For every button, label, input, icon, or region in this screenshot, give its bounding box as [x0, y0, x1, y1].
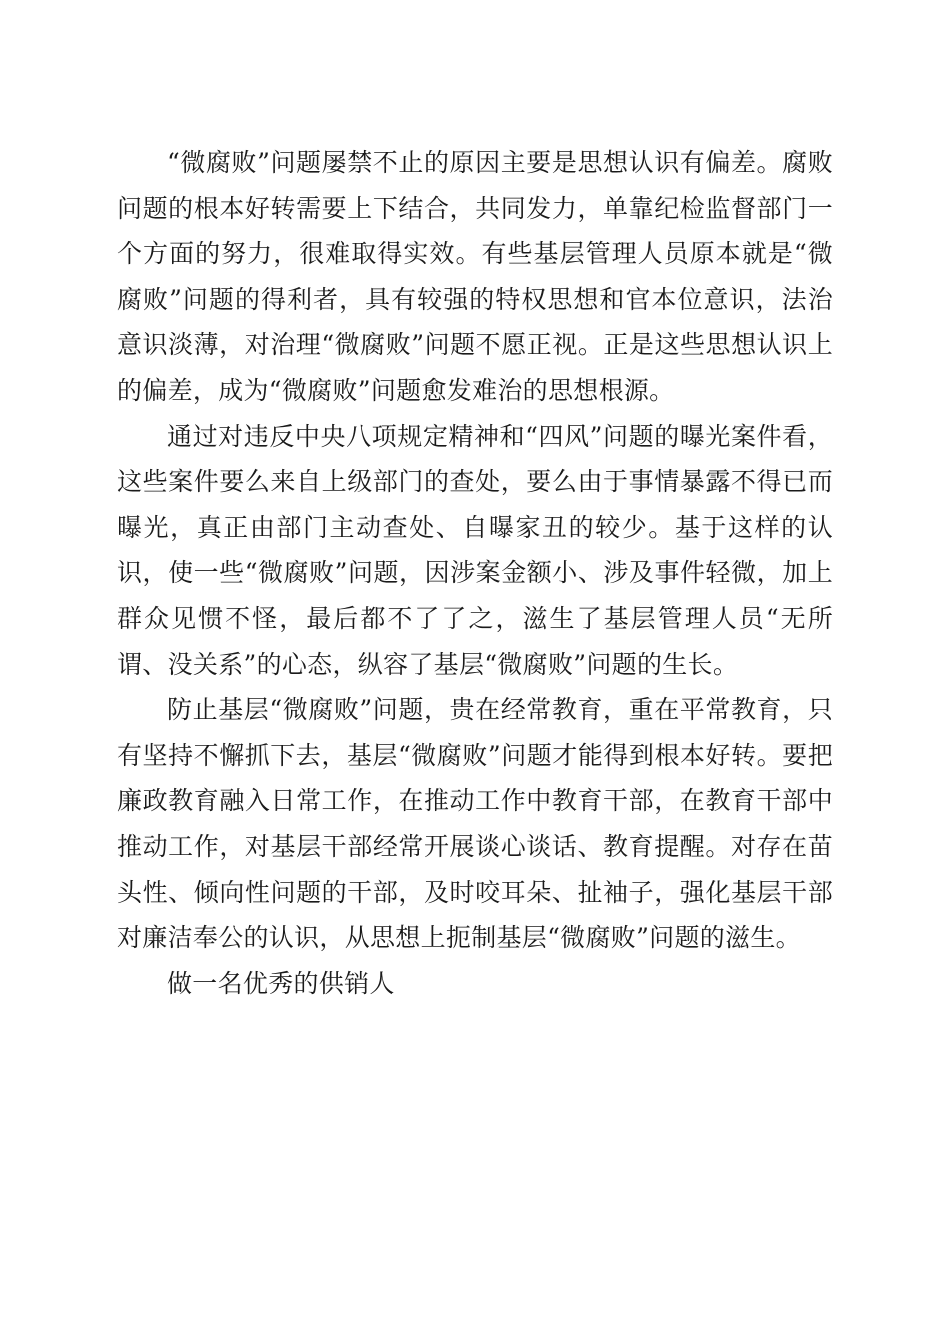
paragraph-2: 通过对违反中央八项规定精神和“四风”问题的曝光案件看，这些案件要么来自上级部门的查处，要么由于事情暴露不得已而曝光，真正由部门主动查处、自曝家丑的较少。基于这样的认识，使一些“微腐败”问题，因涉案金额小、涉及事件轻微，加上群众见惯不怪，最后都不了了之，滋生了基层管理人员“无所谓、没关系”的心态，纵容了基层“微腐败”问题的生长。 [117, 421, 833, 679]
paragraph-1: “微腐败”问题屡禁不止的原因主要是思想认识有偏差。腐败问题的根本好转需要上下结合，共同发力，单靠纪检监督部门一个方面的努力，很难取得实效。有些基层管理人员原本就是“微腐败”问题的得利者，具有较强的特权思想和官本位意识，法治意识淡薄，对治理“微腐败”问题不愿正视。正是这些思想认识上的偏差，成为“微腐败”问题愈发难治的思想根源。 [117, 148, 833, 405]
paragraph-3: 防止基层“微腐败”问题，贵在经常教育，重在平常教育，只有坚持不懈抓下去，基层“微腐败”问题才能得到根本好转。要把廉政教育融入日常工作，在推动工作中教育干部，在教育干部中推动工作，对基层干部经常开展谈心谈话、教育提醒。对存在苗头性、倾向性问题的干部，及时咬耳朵、扯袖子，强化基层干部对廉洁奉公的认识，从思想上扼制基层“微腐败”问题的滋生。 [117, 695, 833, 953]
document-body [117, 140, 833, 1006]
section-heading: 做一名优秀的供销人 [167, 968, 395, 998]
